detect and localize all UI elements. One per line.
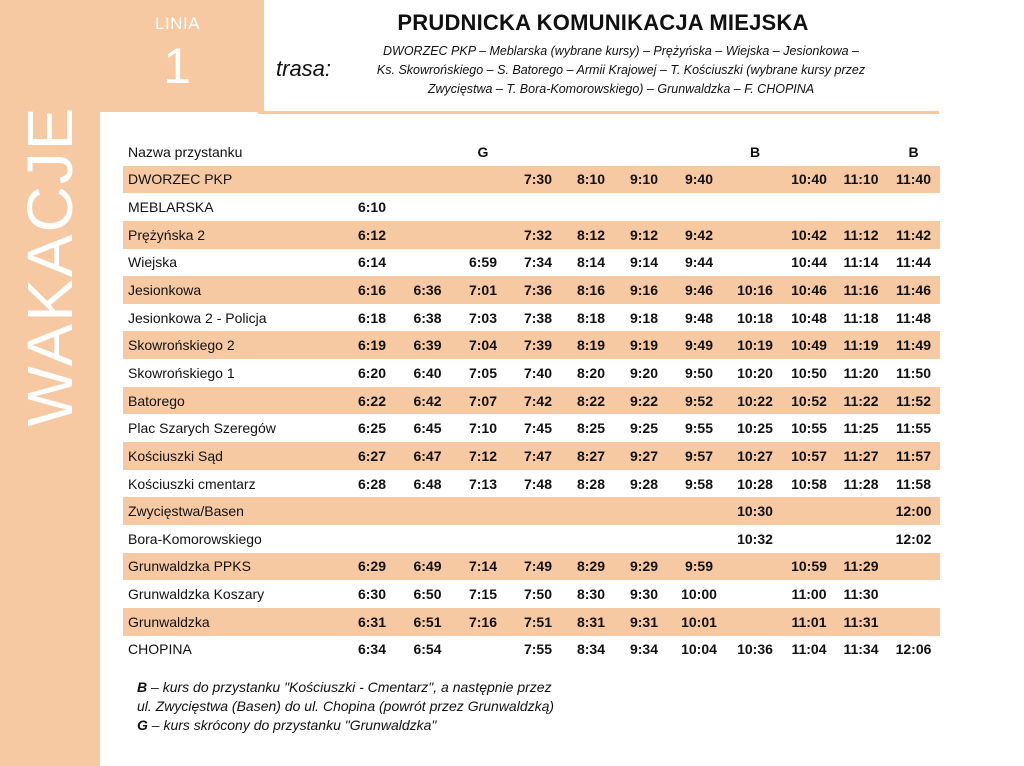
- route-description: [366, 42, 876, 99]
- stop-name: Plac Szarych Szeregów: [128, 420, 276, 437]
- departure-time: 10:49: [783, 331, 835, 359]
- departure-time: 10:22: [727, 387, 783, 415]
- stop-name: Kościuszki Sąd: [123, 442, 344, 470]
- stop-name: Skowrońskiego 1: [128, 364, 235, 381]
- departure-time: 11:25: [843, 420, 879, 437]
- departure-time: 10:19: [727, 331, 783, 359]
- departure-time: 9:31: [617, 608, 671, 636]
- departure-time: 11:29: [835, 553, 887, 581]
- line-badge-panel: [0, 0, 264, 112]
- course-mark: [565, 138, 617, 166]
- departure-time: 7:39: [511, 331, 565, 359]
- departure-time: 11:40: [887, 166, 940, 194]
- departure-time: 10:46: [783, 276, 835, 304]
- footnote-text: – kurs skrócony do przystanku "Grunwaldzka": [147, 717, 437, 733]
- timetable-row: [123, 580, 940, 608]
- season-label: WAKACJE: [14, 105, 86, 427]
- departure-time: 11:16: [835, 276, 887, 304]
- departure-time: 11:04: [791, 641, 827, 658]
- departure-time: 7:03: [468, 309, 498, 326]
- departure-time: [835, 497, 887, 525]
- stop-column-header: Nazwa przystanku: [128, 143, 243, 160]
- course-mark: [617, 138, 671, 166]
- departure-time: [727, 608, 783, 636]
- footnote-text: – kurs do przystanku "Kościuszki - Cmentarz", a następnie przez: [147, 679, 552, 695]
- departure-time: 10:27: [727, 442, 783, 470]
- departure-time: [511, 525, 565, 553]
- departure-time: [400, 249, 455, 277]
- departure-time: 6:34: [357, 641, 387, 658]
- departure-time: 6:10: [357, 199, 387, 216]
- departure-time: [455, 166, 511, 194]
- timetable-row: [123, 331, 940, 359]
- route-line: DWORZEC PKP – Meblarska (wybrane kursy) – Prężyńska – Wiejska – Jesionkowa –: [383, 44, 859, 58]
- departure-time: 12:00: [887, 497, 940, 525]
- course-mark: [511, 138, 565, 166]
- departure-time: 7:14: [455, 553, 511, 581]
- departure-time: 9:22: [617, 387, 671, 415]
- stop-name: Zwycięstwa/Basen: [123, 497, 344, 525]
- route-label: trasa:: [276, 56, 332, 81]
- departure-time: 7:13: [468, 475, 498, 492]
- departure-time: 11:19: [835, 331, 887, 359]
- departure-time: 8:25: [576, 420, 606, 437]
- departure-time: [835, 525, 887, 553]
- departure-time: 10:28: [737, 475, 773, 492]
- departure-time: [783, 497, 835, 525]
- timetable: [123, 138, 940, 663]
- departure-time: 6:27: [344, 442, 400, 470]
- timetable-row: [123, 166, 940, 194]
- departure-time: 6:20: [357, 364, 387, 381]
- departure-time: [727, 580, 783, 608]
- departure-time: 12:06: [895, 641, 932, 658]
- departure-time: 6:38: [413, 309, 442, 326]
- departure-time: 7:51: [511, 608, 565, 636]
- departure-time: 9:49: [671, 331, 727, 359]
- departure-time: 8:12: [565, 221, 617, 249]
- departure-time: 6:18: [357, 309, 387, 326]
- timetable-row: [123, 304, 940, 332]
- timetable-row: [123, 387, 940, 415]
- header-divider: [258, 111, 939, 114]
- departure-time: 9:58: [684, 475, 714, 492]
- departure-time: [400, 166, 455, 194]
- departure-time: 9:44: [684, 254, 714, 271]
- departure-time: 11:46: [887, 276, 940, 304]
- departure-time: 10:18: [737, 309, 773, 326]
- departure-time: 8:31: [565, 608, 617, 636]
- departure-time: 11:22: [835, 387, 887, 415]
- departure-time: [565, 497, 617, 525]
- departure-time: 6:25: [357, 420, 387, 437]
- departure-time: 9:29: [617, 553, 671, 581]
- departure-time: 8:22: [565, 387, 617, 415]
- departure-time: 11:49: [887, 331, 940, 359]
- departure-time: 6:12: [344, 221, 400, 249]
- departure-time: [887, 580, 940, 608]
- departure-time: [835, 193, 887, 221]
- departure-time: 7:30: [511, 166, 565, 194]
- departure-time: 10:40: [783, 166, 835, 194]
- departure-time: [565, 525, 617, 553]
- departure-time: 6:45: [413, 420, 442, 437]
- stop-name: DWORZEC PKP: [123, 166, 344, 194]
- departure-time: 9:14: [629, 254, 659, 271]
- departure-time: 10:58: [791, 475, 827, 492]
- departure-time: [400, 497, 455, 525]
- departure-time: 7:48: [523, 475, 553, 492]
- departure-time: [887, 608, 940, 636]
- departure-time: 11:12: [835, 221, 887, 249]
- departure-time: 11:01: [783, 608, 835, 636]
- departure-time: [671, 497, 727, 525]
- departure-time: 11:18: [843, 309, 879, 326]
- departure-time: 11:48: [895, 309, 932, 326]
- departure-time: [511, 193, 565, 221]
- departure-time: 11:44: [895, 254, 932, 271]
- departure-time: 7:07: [455, 387, 511, 415]
- departure-time: [887, 193, 940, 221]
- departure-time: [344, 497, 400, 525]
- stop-name: Skowrońskiego 2: [123, 331, 344, 359]
- stop-name: Batorego: [123, 387, 344, 415]
- departure-time: 9:34: [629, 641, 659, 658]
- course-mark: [671, 138, 727, 166]
- timetable-row: [123, 249, 940, 277]
- departure-time: 10:00: [681, 586, 717, 603]
- departure-time: 9:40: [671, 166, 727, 194]
- departure-time: 9:57: [671, 442, 727, 470]
- departure-time: 7:10: [468, 420, 498, 437]
- departure-time: 6:16: [344, 276, 400, 304]
- departure-time: 10:57: [783, 442, 835, 470]
- departure-time: [344, 166, 400, 194]
- departure-time: [455, 497, 511, 525]
- departure-time: 10:04: [681, 641, 717, 658]
- departure-time: [617, 497, 671, 525]
- departure-time: 6:28: [357, 475, 387, 492]
- footnotes: [137, 678, 597, 735]
- departure-time: [783, 525, 835, 553]
- stop-name: Grunwaldzka Koszary: [128, 586, 265, 603]
- timetable-row: [123, 414, 940, 442]
- departure-time: 7:47: [511, 442, 565, 470]
- departure-time: 6:59: [468, 254, 498, 271]
- departure-time: 11:55: [895, 420, 932, 437]
- departure-time: 8:16: [565, 276, 617, 304]
- departure-time: 10:59: [783, 553, 835, 581]
- departure-time: 10:52: [783, 387, 835, 415]
- departure-time: [565, 193, 617, 221]
- departure-time: 8:34: [576, 641, 606, 658]
- departure-time: 6:50: [413, 586, 442, 603]
- departure-time: 8:27: [565, 442, 617, 470]
- departure-time: 10:30: [727, 497, 783, 525]
- departure-time: 6:48: [413, 475, 442, 492]
- departure-time: 10:48: [791, 309, 827, 326]
- course-mark: [400, 138, 455, 166]
- departure-time: 11:57: [887, 442, 940, 470]
- departure-time: 7:04: [455, 331, 511, 359]
- stop-name: CHOPINA: [128, 641, 192, 658]
- course-mark: B: [749, 143, 761, 160]
- departure-time: 6:36: [400, 276, 455, 304]
- departure-time: 6:30: [357, 586, 387, 603]
- footnote-mark: B: [137, 679, 148, 695]
- timetable-row: [123, 608, 940, 636]
- timetable-row: [123, 470, 940, 498]
- departure-time: 7:01: [455, 276, 511, 304]
- departure-time: 9:27: [617, 442, 671, 470]
- departure-time: 11:50: [895, 364, 932, 381]
- departure-time: [727, 553, 783, 581]
- departure-time: 11:27: [835, 442, 887, 470]
- departure-time: 10:42: [783, 221, 835, 249]
- departure-time: 7:40: [523, 364, 553, 381]
- footnote-mark: G: [137, 717, 148, 733]
- departure-time: 12:02: [895, 530, 932, 547]
- departure-time: 8:18: [576, 309, 606, 326]
- departure-time: 7:38: [523, 309, 553, 326]
- departure-time: 7:16: [455, 608, 511, 636]
- departure-time: 9:46: [671, 276, 727, 304]
- departure-time: 11:28: [843, 475, 879, 492]
- departure-time: [727, 193, 783, 221]
- departure-time: [455, 221, 511, 249]
- departure-time: 8:14: [576, 254, 606, 271]
- departure-time: 9:59: [671, 553, 727, 581]
- departure-time: 9:42: [671, 221, 727, 249]
- departure-time: [400, 193, 455, 221]
- timetable-body: [123, 138, 940, 663]
- departure-time: [671, 525, 727, 553]
- departure-time: 9:18: [629, 309, 659, 326]
- footnote: [137, 697, 597, 716]
- line-number: 1: [163, 38, 191, 94]
- departure-time: [783, 193, 835, 221]
- departure-time: 8:30: [576, 586, 606, 603]
- departure-time: 11:14: [843, 254, 879, 271]
- timetable-row: [123, 221, 940, 249]
- departure-time: 9:20: [629, 364, 659, 381]
- course-mark: [783, 138, 835, 166]
- departure-time: 10:01: [671, 608, 727, 636]
- stop-name: Bora-Komorowskiego: [128, 530, 262, 547]
- departure-time: 9:50: [684, 364, 714, 381]
- departure-time: 6:29: [344, 553, 400, 581]
- departure-time: [887, 553, 940, 581]
- route-line: Zwycięstwa – T. Bora-Komorowskiego) – Grunwaldzka – F. CHOPINA: [427, 82, 815, 96]
- departure-time: [344, 525, 400, 553]
- departure-time: 7:36: [511, 276, 565, 304]
- departure-time: 6:39: [400, 331, 455, 359]
- departure-time: [727, 249, 783, 277]
- course-mark: B: [908, 143, 919, 160]
- departure-time: 11:00: [791, 586, 827, 603]
- departure-time: 8:28: [576, 475, 606, 492]
- footnote: [137, 678, 597, 697]
- departure-time: 7:50: [523, 586, 553, 603]
- departure-time: 9:12: [617, 221, 671, 249]
- stop-name: Jesionkowa 2 - Policja: [128, 309, 267, 326]
- departure-time: 7:12: [455, 442, 511, 470]
- page-title: PRUDNICKA KOMUNIKACJA MIEJSKA: [397, 10, 809, 35]
- departure-time: 6:19: [344, 331, 400, 359]
- departure-time: 7:05: [468, 364, 498, 381]
- departure-time: 6:49: [400, 553, 455, 581]
- departure-time: 6:47: [400, 442, 455, 470]
- timetable-row: [123, 525, 940, 553]
- departure-time: 9:48: [684, 309, 714, 326]
- departure-time: [455, 636, 511, 664]
- departure-time: 6:22: [344, 387, 400, 415]
- departure-time: [727, 221, 783, 249]
- footnote: [137, 716, 597, 735]
- departure-time: 6:42: [400, 387, 455, 415]
- departure-time: 8:29: [565, 553, 617, 581]
- departure-time: 10:32: [737, 530, 773, 547]
- departure-time: [617, 525, 671, 553]
- stop-name: Jesionkowa: [123, 276, 344, 304]
- stop-name: Kościuszki cmentarz: [128, 475, 256, 492]
- timetable-header-row: [123, 138, 940, 166]
- stop-name: MEBLARSKA: [128, 199, 214, 216]
- departure-time: 7:34: [523, 254, 553, 271]
- stop-name: Wiejska: [128, 254, 178, 271]
- timetable-row: [123, 359, 940, 387]
- departure-time: [455, 193, 511, 221]
- departure-time: 10:20: [737, 364, 773, 381]
- departure-time: 11:42: [887, 221, 940, 249]
- departure-time: 11:10: [835, 166, 887, 194]
- course-mark: [835, 138, 887, 166]
- departure-time: 8:19: [565, 331, 617, 359]
- route-line: Ks. Skowrońskiego – S. Batorego – Armii Krajowej – T. Kościuszki (wybrane kursy przez: [376, 63, 866, 77]
- departure-time: 6:31: [344, 608, 400, 636]
- departure-time: [400, 221, 455, 249]
- course-mark: G: [477, 143, 489, 160]
- departure-time: 6:51: [400, 608, 455, 636]
- course-mark: [344, 138, 400, 166]
- departure-time: 11:31: [835, 608, 887, 636]
- departure-time: 11:58: [895, 475, 932, 492]
- departure-time: [400, 525, 455, 553]
- departure-time: 7:55: [523, 641, 553, 658]
- timetable-row: [123, 442, 940, 470]
- departure-time: 8:10: [565, 166, 617, 194]
- departure-time: 9:10: [617, 166, 671, 194]
- departure-time: 8:20: [576, 364, 606, 381]
- departure-time: 10:25: [737, 420, 773, 437]
- departure-time: 7:32: [511, 221, 565, 249]
- departure-time: [511, 497, 565, 525]
- departure-time: 7:42: [511, 387, 565, 415]
- departure-time: 9:28: [629, 475, 659, 492]
- departure-time: 10:55: [791, 420, 827, 437]
- departure-time: 6:14: [357, 254, 387, 271]
- footnote-text: ul. Zwycięstwa (Basen) do ul. Chopina (powrót przez Grunwaldzką): [137, 698, 555, 714]
- timetable-row: [123, 497, 940, 525]
- departure-time: 11:34: [843, 641, 879, 658]
- departure-time: 9:52: [671, 387, 727, 415]
- departure-time: 7:15: [468, 586, 498, 603]
- departure-time: 11:30: [843, 586, 879, 603]
- departure-time: 11:52: [887, 387, 940, 415]
- departure-time: 9:16: [617, 276, 671, 304]
- departure-time: [617, 193, 671, 221]
- line-label: LINIA: [155, 14, 201, 33]
- timetable-row: [123, 276, 940, 304]
- departure-time: 9:25: [629, 420, 659, 437]
- departure-time: [671, 193, 727, 221]
- departure-time: 10:44: [791, 254, 827, 271]
- departure-time: 9:19: [617, 331, 671, 359]
- departure-time: 7:49: [511, 553, 565, 581]
- stop-name: Prężyńska 2: [123, 221, 344, 249]
- departure-time: [727, 166, 783, 194]
- departure-time: 7:45: [523, 420, 553, 437]
- departure-time: 6:54: [413, 641, 442, 658]
- stop-name: Grunwaldzka: [123, 608, 344, 636]
- departure-time: 10:36: [737, 641, 773, 658]
- stop-name: Grunwaldzka PPKS: [123, 553, 344, 581]
- timetable-row: [123, 636, 940, 664]
- departure-time: 9:55: [684, 420, 714, 437]
- departure-time: 9:30: [629, 586, 659, 603]
- departure-time: 10:16: [727, 276, 783, 304]
- departure-time: 6:40: [413, 364, 442, 381]
- timetable-row: [123, 553, 940, 581]
- departure-time: 10:50: [791, 364, 827, 381]
- departure-time: [455, 525, 511, 553]
- departure-time: 11:20: [843, 364, 879, 381]
- timetable-row: [123, 193, 940, 221]
